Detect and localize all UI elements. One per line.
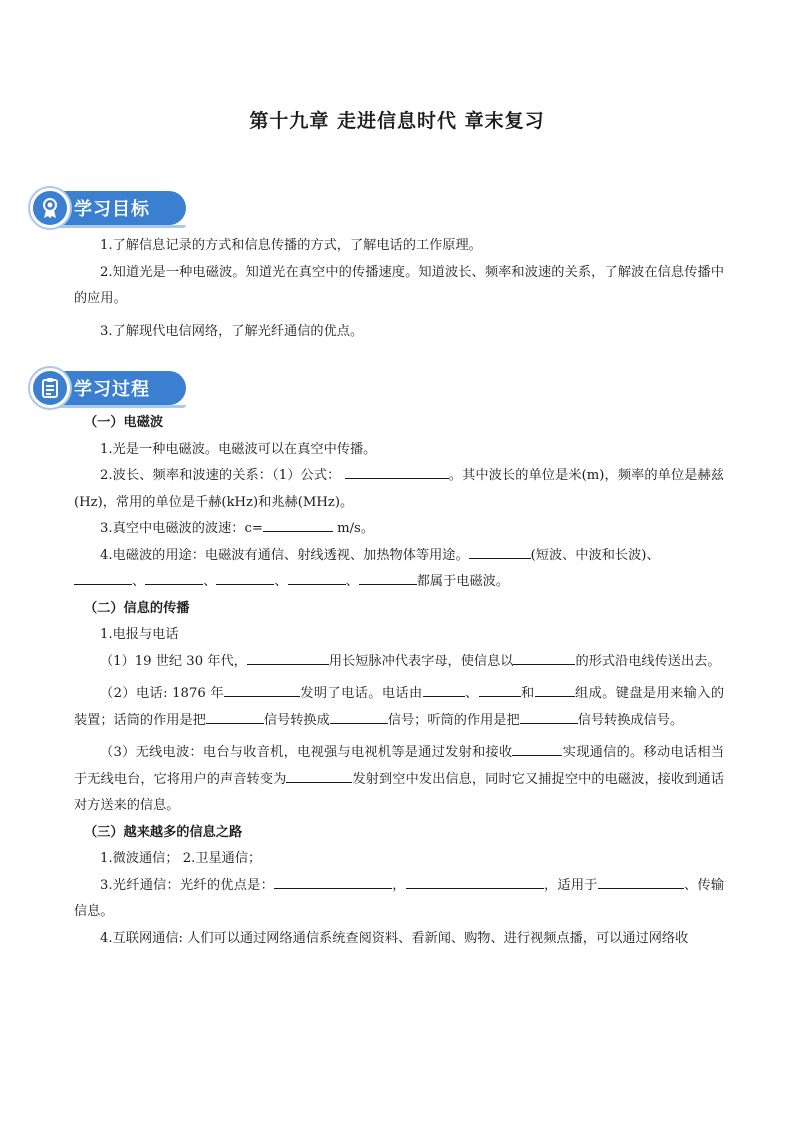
part1-line3: 3.真空中电磁波的波速：c= m/s。 bbox=[74, 516, 724, 543]
answer-blank[interactable] bbox=[479, 682, 521, 697]
answer-blank[interactable] bbox=[74, 570, 132, 585]
answer-blank[interactable] bbox=[598, 874, 684, 889]
answer-blank[interactable] bbox=[145, 570, 203, 585]
answer-blank[interactable] bbox=[206, 709, 264, 724]
part2-telephone: （2）电话: 1876 年 发明了电话。电话由 、 和 组成。键盘是用来输入的装置；话筒的作用是把 信号转换成 信号；听筒的作用是把 信号转换成信号。 bbox=[74, 681, 724, 734]
section-label-process: 学习过程 bbox=[74, 379, 150, 400]
answer-blank[interactable] bbox=[423, 682, 465, 697]
answer-blank[interactable] bbox=[535, 682, 575, 697]
part3-heading: （三）越来越多的信息之路 bbox=[84, 824, 243, 840]
answer-blank[interactable] bbox=[247, 650, 329, 665]
part2-telegraph: （1）19 世纪 30 年代， 用长短脉冲代表字母，使信息以 的形式沿电线传送出去。 bbox=[74, 649, 724, 676]
part2-radio: （3）无线电波：电台与收音机，电视强与电视机等是通过发射和接收 实现通信的。移动电话相当于无线电台，它将用户的声音转变为 发射到空中发出信息，同时它又捕捉空中的电磁波，接收到通话对方送来的信息。 bbox=[74, 740, 724, 820]
goal-item: 2.知道光是一种电磁波。知道光在真空中的传播速度。知道波长、频率和波速的关系，了解波在信息传播中的应用。 bbox=[74, 264, 724, 306]
part1-line4: 4.电磁波的用途：电磁波有通信、射线透视、加热物体等用途。 (短波、中波和长波)、 、 、 、 、 都属于电磁波。 bbox=[74, 543, 724, 596]
page-title: 第十九章 走进信息时代 章末复习 bbox=[249, 110, 545, 132]
answer-blank[interactable] bbox=[345, 464, 449, 479]
answer-blank[interactable] bbox=[330, 709, 388, 724]
answer-blank[interactable] bbox=[216, 570, 274, 585]
part3-line1: 1.微波通信； 2.卫星通信； bbox=[100, 851, 262, 866]
part1-heading: （一）电磁波 bbox=[84, 415, 164, 430]
part1-line1: 1.光是一种电磁波。电磁波可以在真空中传播。 bbox=[100, 441, 377, 457]
answer-blank[interactable] bbox=[359, 570, 417, 585]
answer-blank[interactable] bbox=[512, 741, 562, 756]
answer-blank[interactable] bbox=[520, 709, 578, 724]
part3-line4: 4.互联网通信: 人们可以通过网络通信系统查阅资料、看新闻、购物、进行视频点播，可以通过网络收 bbox=[100, 930, 689, 946]
answer-blank[interactable] bbox=[288, 570, 346, 585]
goals-list bbox=[74, 233, 724, 345]
clipboard-icon bbox=[39, 377, 61, 399]
section-banner-process bbox=[30, 368, 186, 408]
process-content bbox=[74, 410, 724, 952]
answer-blank[interactable] bbox=[513, 650, 575, 665]
part3-line3: 3.光纤通信：光纤的优点是： ， ，适用于 、传输信息。 bbox=[74, 873, 724, 926]
goal-item: 3.了解现代电信网络，了解光纤通信的优点。 bbox=[100, 323, 364, 339]
part2-sub1: 1.电报与电话 bbox=[100, 627, 179, 642]
answer-blank[interactable] bbox=[469, 544, 531, 559]
award-ribbon-icon bbox=[39, 197, 61, 219]
part1-line2: 2.波长、频率和波速的关系：（1）公式： 。其中波长的单位是米(m)，频率的单位是赫兹(Hz)，常用的单位是千赫(kHz)和兆赫(MHz)。 bbox=[74, 463, 724, 516]
goal-item: 1.了解信息记录的方式和信息传播的方式，了解电话的工作原理。 bbox=[100, 238, 482, 253]
answer-blank[interactable] bbox=[263, 517, 333, 532]
part2-heading: （二）信息的传播 bbox=[84, 600, 190, 616]
answer-blank[interactable] bbox=[286, 768, 352, 783]
answer-blank[interactable] bbox=[406, 874, 544, 889]
answer-blank[interactable] bbox=[274, 874, 392, 889]
answer-blank[interactable] bbox=[224, 682, 300, 697]
section-label-goals: 学习目标 bbox=[74, 199, 150, 220]
section-banner-goals bbox=[30, 188, 186, 228]
